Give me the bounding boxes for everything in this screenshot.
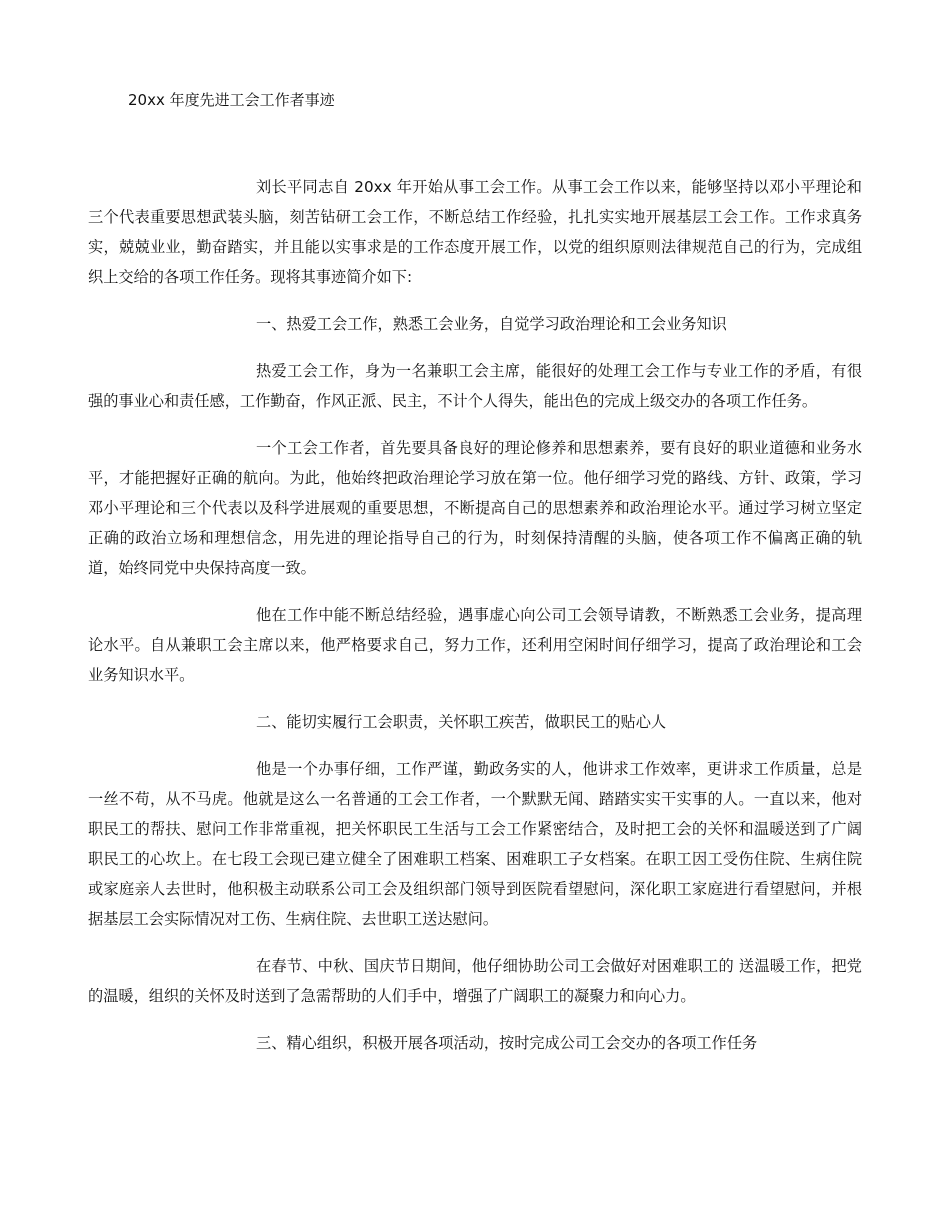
document-title: 20xx 年度先进工会工作者事迹	[128, 91, 335, 109]
section-1-paragraph-3: 他在工作中能不断总结经验，遇事虚心向公司工会领导请教，不断熟悉工会业务，提高理论水平。自从兼职工会主席以来，他严格要求自己，努力工作，还利用空闲时间仔细学习，提高了政治理论和工会业务知识水平。	[88, 606, 862, 684]
section-heading-3: 三、精心组织，积极开展各项活动，按时完成公司工会交办的各项工作任务	[256, 1034, 758, 1052]
section-2-paragraph-2: 在春节、中秋、国庆节日期间，他仔细协助公司工会做好对困难职工的 送温暖工作，把党的温暖，组织的关怀及时送到了急需帮助的人们手中，增强了广阔职工的凝聚力和向心力。	[88, 957, 862, 1005]
section-2-paragraph-1: 他是一个办事仔细，工作严谨，勤政务实的人，他讲求工作效率，更讲求工作质量，总是一丝不苟，从不马虎。他就是这么一名普通的工会工作者，一个默默无闻、踏踏实实干实事的人。一直以来，他对职民工的帮扶、慰问工作非常重视，把关怀职民工生活与工会工作紧密结合，及时把工会的关怀和温暖送到了广阔职民工的心坎上。在七段工会现已建立健全了困难职工档案、困难职工子女档案。在职工因工受伤住院、生病住院或家庭亲人去世时，他积极主动联系公司工会及组织部门领导到医院看望慰问，深化职工家庭进行看望慰问，并根据基层工会实际情况对工伤、生病住院、去世职工送达慰问。	[88, 760, 862, 928]
section-1-paragraph-2: 一个工会工作者，首先要具备良好的理论修养和思想素养，要有良好的职业道德和业务水平，才能把握好正确的航向。为此，他始终把政治理论学习放在第一位。他仔细学习党的路线、方针、政策，学习邓小平理论和三个代表以及科学进展观的重要思想，不断提高自己的思想素养和政治理论水平。通过学习树立坚定正确的政治立场和理想信念，用先进的理论指导自己的行为，时刻保持清醒的头脑，使各项工作不偏离正确的轨道，始终同党中央保持高度一致。	[88, 439, 862, 577]
section-heading-2: 二、能切实履行工会职责，关怀职工疾苦，做职民工的贴心人	[256, 713, 667, 731]
document-body	[88, 172, 862, 1075]
section-1-paragraph-1: 热爱工会工作，身为一名兼职工会主席，能很好的处理工会工作与专业工作的矛盾，有很强的事业心和责任感，工作勤奋，作风正派、民主，不计个人得失，能出色的完成上级交办的各项工作任务。	[88, 362, 862, 410]
section-heading-1: 一、热爱工会工作，熟悉工会业务，自觉学习政治理论和工会业务知识	[256, 315, 727, 333]
intro-paragraph: 刘长平同志自 20xx 年开始从事工会工作。从事工会工作以来，能够坚持以邓小平理论和三个代表重要思想武装头脑，刻苦钻研工会工作，不断总结工作经验，扎扎实实地开展基层工会工作。工作求真务实，兢兢业业，勤奋踏实，并且能以实事求是的工作态度开展工作，以党的组织原则法律规范自己的行为，完成组织上交给的各项工作任务。现将其事迹简介如下:	[88, 178, 862, 286]
